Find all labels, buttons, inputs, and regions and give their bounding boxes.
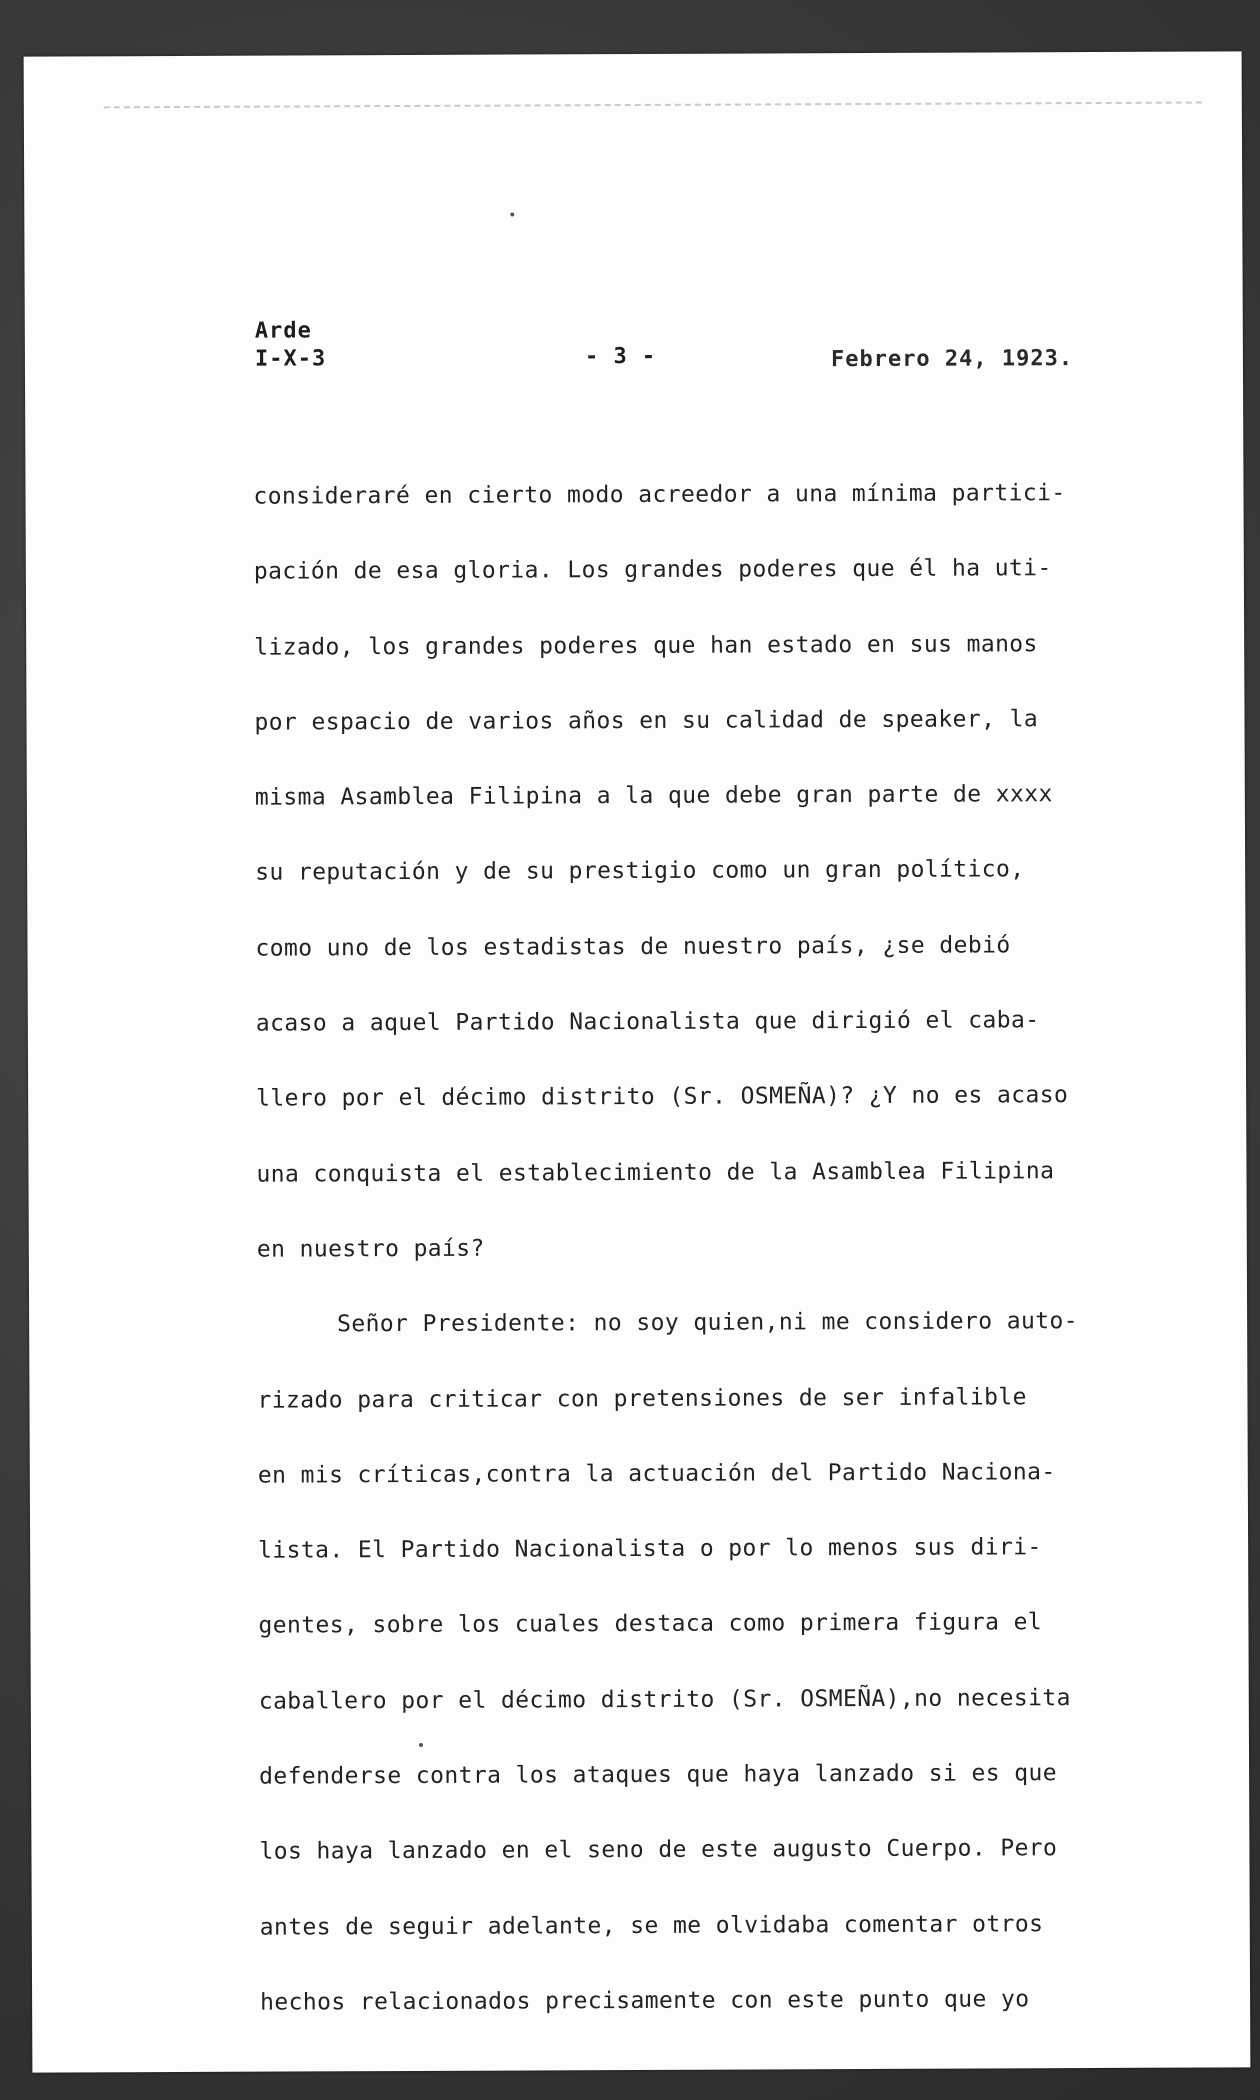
text-line: misma Asamblea Filipina a la que debe gran parte de xxxx xyxy=(254,781,1053,811)
text-line: hechos relacionados precisamente con este punto que yo xyxy=(260,1986,1030,2016)
text-line: como uno de los estadistas de nuestro país, ¿se debió xyxy=(255,932,1011,962)
text-line: lizado, los grandes poderes que han estado en sus manos xyxy=(254,630,1038,661)
text-line: llero por el décimo distrito (Sr. OSMEÑA)? ¿Y no es acaso xyxy=(256,1082,1069,1113)
paragraph-2 xyxy=(257,1284,1190,2041)
text-line: Señor Presidente: no soy quien,ni me considero auto- xyxy=(337,1308,1079,1338)
text-line: lista. El Partido Nacionalista o por lo menos sus diri- xyxy=(258,1534,1042,1564)
top-divider xyxy=(104,102,1202,109)
text-line: los haya lanzado en el seno de este augusto Cuerpo. Pero xyxy=(259,1835,1058,1865)
text-line: caballero por el décimo distrito (Sr. OSMEÑA),no necesita xyxy=(258,1684,1071,1715)
ink-speck xyxy=(510,213,514,217)
document-page xyxy=(24,51,1251,2072)
text-line: en mis críticas,contra la actuación del Partido Naciona- xyxy=(257,1459,1056,1489)
text-line: en nuestro país? xyxy=(256,1235,485,1263)
header-code: I-X-3 xyxy=(254,346,327,372)
header-name: Arde xyxy=(254,318,312,344)
paragraph-1 xyxy=(253,456,1187,1288)
header-date: Febrero 24, 1923. xyxy=(830,346,1074,373)
text-line: consideraré en cierto modo acreedor a una mínima partici- xyxy=(253,480,1066,510)
text-line: antes de seguir adelante, se me olvidaba comentar otros xyxy=(259,1910,1044,1941)
text-line: rizado para criticar con pretensiones de ser infalible xyxy=(257,1383,1027,1414)
header-reference xyxy=(255,317,326,373)
body-text xyxy=(253,456,1190,2041)
page-number: - 3 - xyxy=(584,343,657,370)
text-line: su reputación y de su prestigio como un gran político, xyxy=(255,856,1025,887)
text-line: acaso a aquel Partido Nacionalista que dirigió el caba- xyxy=(255,1007,1040,1037)
text-line: por espacio de varios años en su calidad de speaker, la xyxy=(254,706,1039,736)
text-line: defenderse contra los ataques que haya lanzado si es que xyxy=(259,1760,1058,1790)
text-line: gentes, sobre los cuales destaca como primera figura el xyxy=(258,1609,1043,1640)
text-line: una conquista el establecimiento de la Asamblea Filipina xyxy=(256,1157,1055,1188)
text-line: pación de esa gloria. Los grandes poderes que él ha uti- xyxy=(253,555,1052,585)
